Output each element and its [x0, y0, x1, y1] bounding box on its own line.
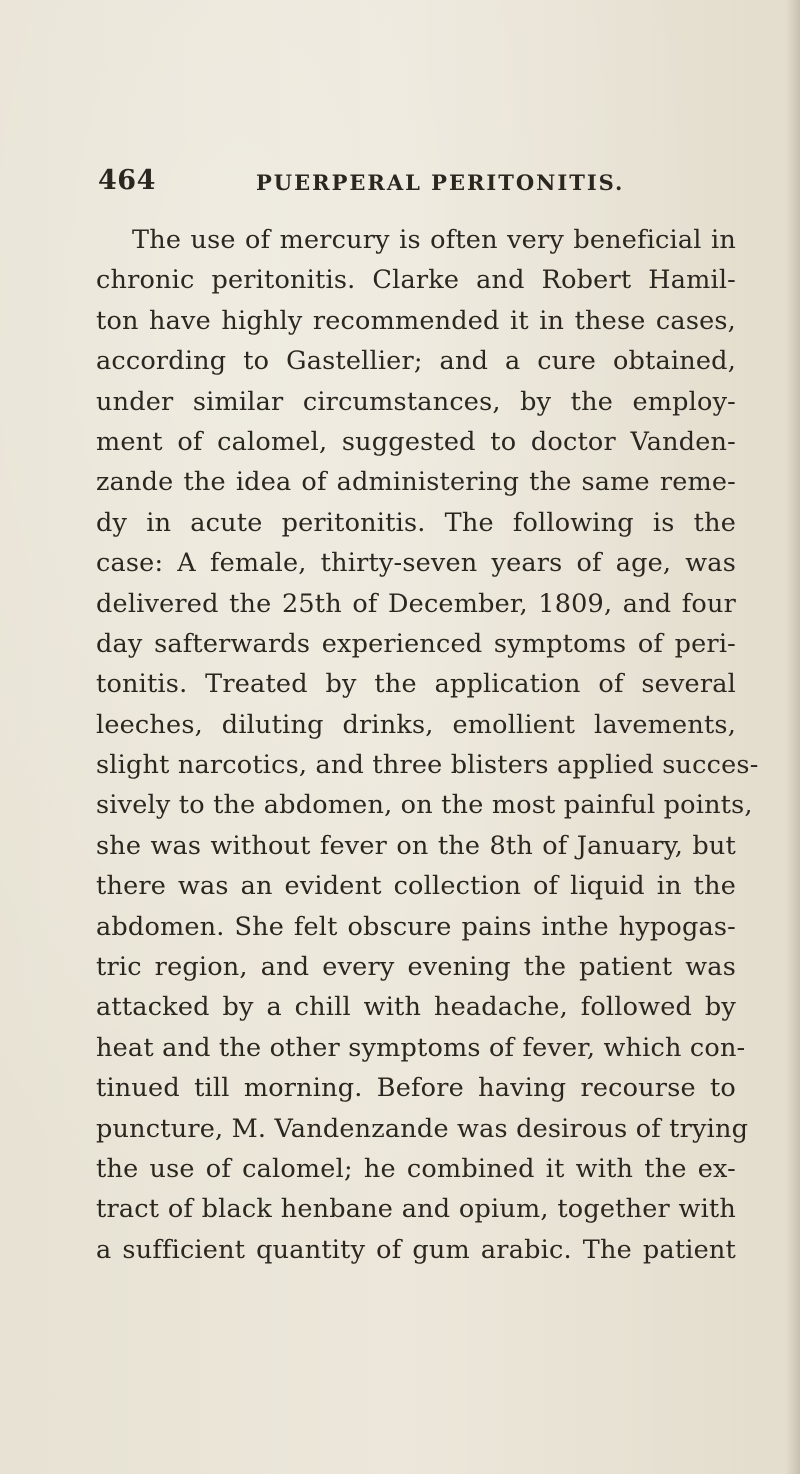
page-edge-shadow — [786, 0, 800, 1474]
running-head — [98, 165, 718, 205]
text-line: according to Gastellier; and a cure obtained, — [96, 346, 736, 377]
text-line: The use of mercury is often very beneficial in — [132, 225, 736, 255]
text-line: the use of calomel; he combined it with the ex- — [96, 1153, 736, 1184]
text-line: tract of black henbane and opium, together with — [96, 1194, 736, 1225]
text-line: attacked by a chill with headache, followed by — [96, 992, 736, 1023]
text-line: zande the idea of administering the same reme- — [96, 467, 736, 498]
text-line: day safterwards experienced symptoms of peri- — [96, 628, 736, 659]
body-paragraph — [96, 220, 759, 1270]
text-line: case: A female, thirty-seven years of age, was — [96, 548, 736, 579]
text-line: tric region, and every evening the patient was — [96, 952, 736, 983]
text-line: under similar circumstances, by the employ- — [96, 386, 736, 417]
text-line: ton have highly recommended it in these cases, — [96, 305, 736, 336]
text-line: a sufficient quantity of gum arabic. The patient — [96, 1234, 736, 1265]
text-line: chronic peritonitis. Clarke and Robert Hamil- — [96, 265, 736, 296]
text-line: puncture, M. Vandenzande was desirous of trying — [96, 1113, 749, 1144]
text-line: there was an evident collection of liquid in the — [96, 871, 736, 902]
running-title: PUERPERAL PERITONITIS. — [256, 170, 625, 195]
text-line: abdomen. She felt obscure pains inthe hypogas- — [96, 911, 736, 942]
text-line: ment of calomel, suggested to doctor Vanden- — [96, 426, 736, 457]
text-line: tonitis. Treated by the application of several — [96, 669, 736, 700]
text-line: delivered the 25th of December, 1809, and four — [96, 588, 736, 619]
text-line: tinued till morning. Before having recourse to — [96, 1073, 736, 1104]
text-line: dy in acute peritonitis. The following is the — [96, 507, 736, 538]
text-line: she was without fever on the 8th of January, but — [96, 830, 736, 861]
text-line: leeches, diluting drinks, emollient lavements, — [96, 709, 736, 740]
text-line: sively to the abdomen, on the most painful points, — [96, 790, 753, 821]
text-line: heat and the other symptoms of fever, which con- — [96, 1032, 746, 1063]
page-number: 464 — [98, 165, 156, 196]
text-line: slight narcotics, and three blisters applied succes- — [96, 750, 759, 781]
